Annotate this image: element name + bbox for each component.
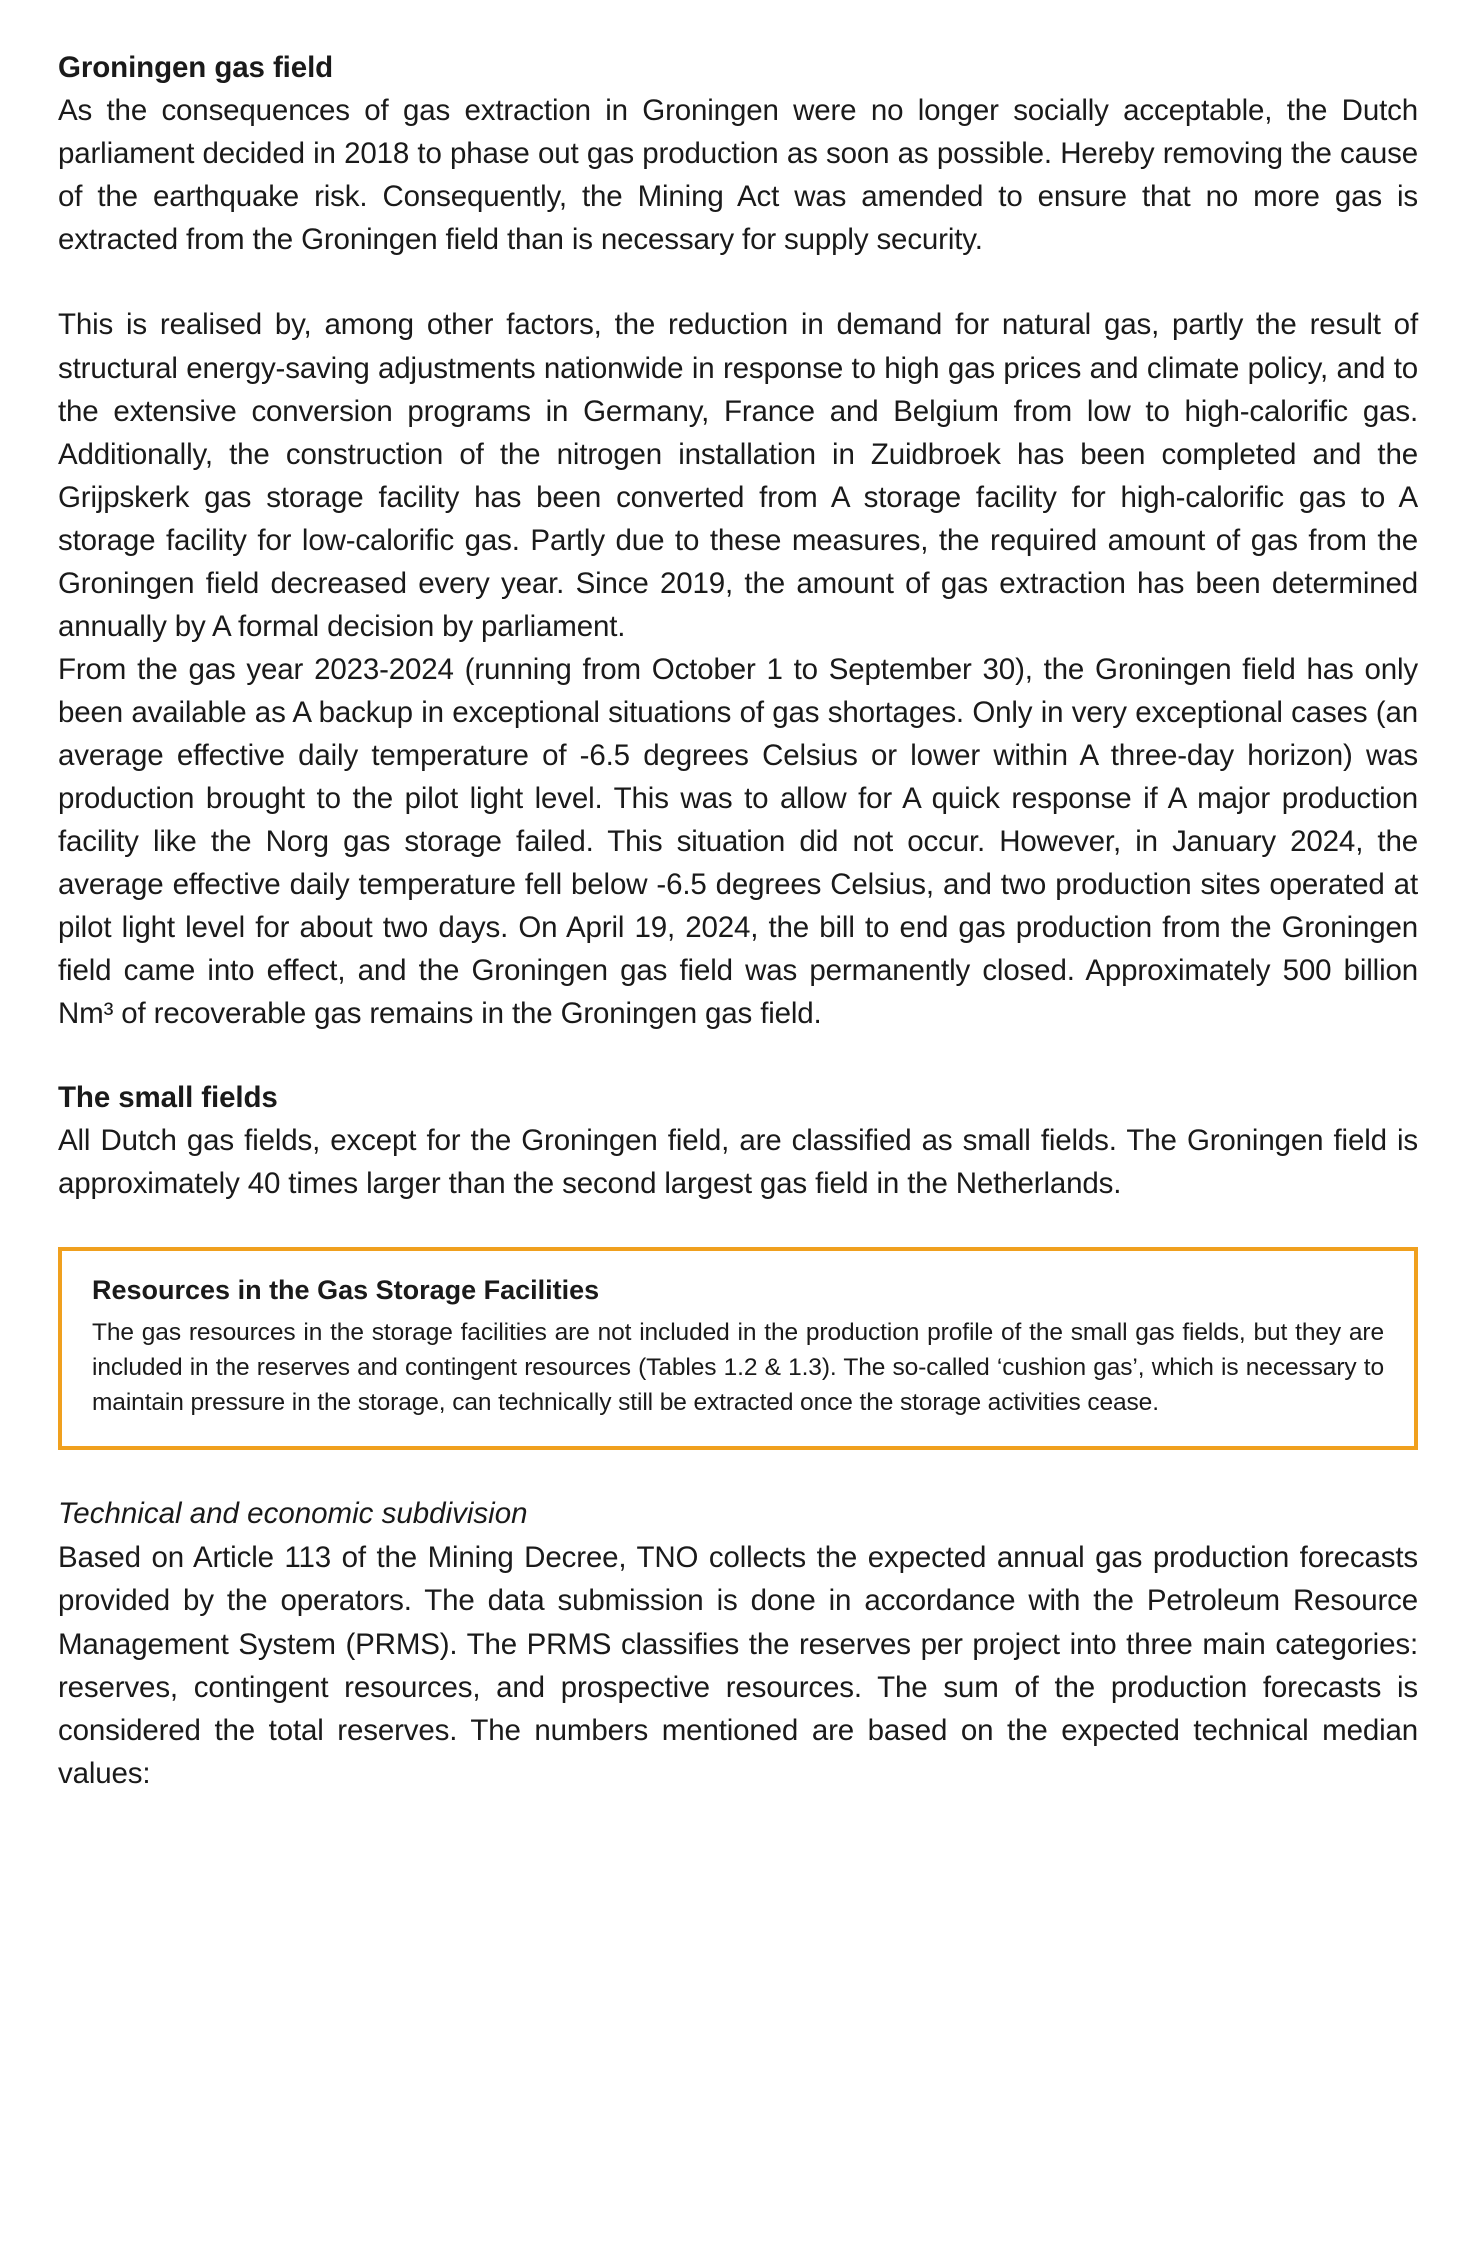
subsection-heading-subdivision: Technical and economic subdivision: [58, 1497, 528, 1531]
paragraph-groningen-2: This is realised by, among other factors, the reduction in demand for natural gas, partly the result of structural energy-saving adjustments nationwide in response to high gas prices and climate policy, and to the extensive conversion programs in Germany, France and Belgium from low to high-calorific gas. Additionally, the construction of the nitrogen installation in Zuidbroek has been completed and the Grijpskerk gas storage facility has been converted from A storage facility for high-calorific gas to A storage facility for low-calorific gas. Partly due to these measures, the required amount of gas from the Groningen field decreased every year. Since 2019, the amount of gas extraction has been determined annually by A formal decision by parliament.: [58, 308, 1418, 643]
paragraph-groningen-1: As the consequences of gas extraction in Groningen were no longer socially acceptable, the Dutch parliament decided in 2018 to phase out gas production as soon as possible. Hereby removing the cause of the earthquake risk. Consequently, the Mining Act was amended to ensure that no more gas is extracted from the Groningen field than is necessary for supply security.: [58, 94, 1418, 257]
paragraph-small-fields-1: All Dutch gas fields, except for the Groningen field, are classified as small fields. The Groningen field is approximately 40 times larger than the second largest gas field in the Netherlands.: [58, 1123, 1418, 1200]
callout-gas-storage-resources: [58, 1247, 1418, 1450]
section-small-fields: [58, 1078, 1418, 1205]
callout-body: The gas resources in the storage facilities are not included in the production profile of the small gas fields, but they are included in the reserves and contingent resources (Tables 1.2 & 1.3). The so-called ‘cushion gas’, which is necessary to maintain pressure in the storage, can technically still be extracted once the storage activities cease.: [92, 1319, 1384, 1416]
paragraph-groningen-3: From the gas year 2023-2024 (running from October 1 to September 30), the Groningen field has only been available as A backup in exceptional situations of gas shortages. Only in very exceptional cases (an average effective daily temperature of -6.5 degrees Celsius or lower within A three-day horizon) was production brought to the pilot light level. This was to allow for A quick response if A major production facility like the Norg gas storage failed. This situation did not occur. However, in January 2024, the average effective daily temperature fell below -6.5 degrees Celsius, and two production sites operated at pilot light level for about two days. On April 19, 2024, the bill to end gas production from the Groningen field came into effect, and the Groningen gas field was permanently closed. Approximately 500 billion Nm³ of recoverable gas remains in the Groningen gas field.: [58, 652, 1418, 1031]
section-heading-small-fields: The small fields: [58, 1080, 278, 1114]
callout-top-spacer: [58, 1205, 1418, 1247]
section-heading-groningen: Groningen gas field: [58, 51, 334, 84]
section-spacer: [58, 1036, 1418, 1078]
section-groningen-gas-field: [58, 48, 1418, 1036]
paragraph-subdivision: Based on Article 113 of the Mining Decree, TNO collects the expected annual gas production forecasts provided by the operators. The data submission is done in accordance with the Petroleum Resource Management System (PRMS). The PRMS classifies the reserves per project into three main categories: reserves, contingent resources, and prospective resources. The sum of the production forecasts is considered the total reserves. The numbers mentioned are based on the expected technical median values:: [58, 1541, 1418, 1790]
section-technical-economic-subdivision: [58, 1492, 1418, 1794]
callout-bottom-spacer: [58, 1450, 1418, 1492]
paragraph-spacer: [58, 261, 1418, 303]
callout-title: Resources in the Gas Storage Facilities: [92, 1274, 600, 1305]
